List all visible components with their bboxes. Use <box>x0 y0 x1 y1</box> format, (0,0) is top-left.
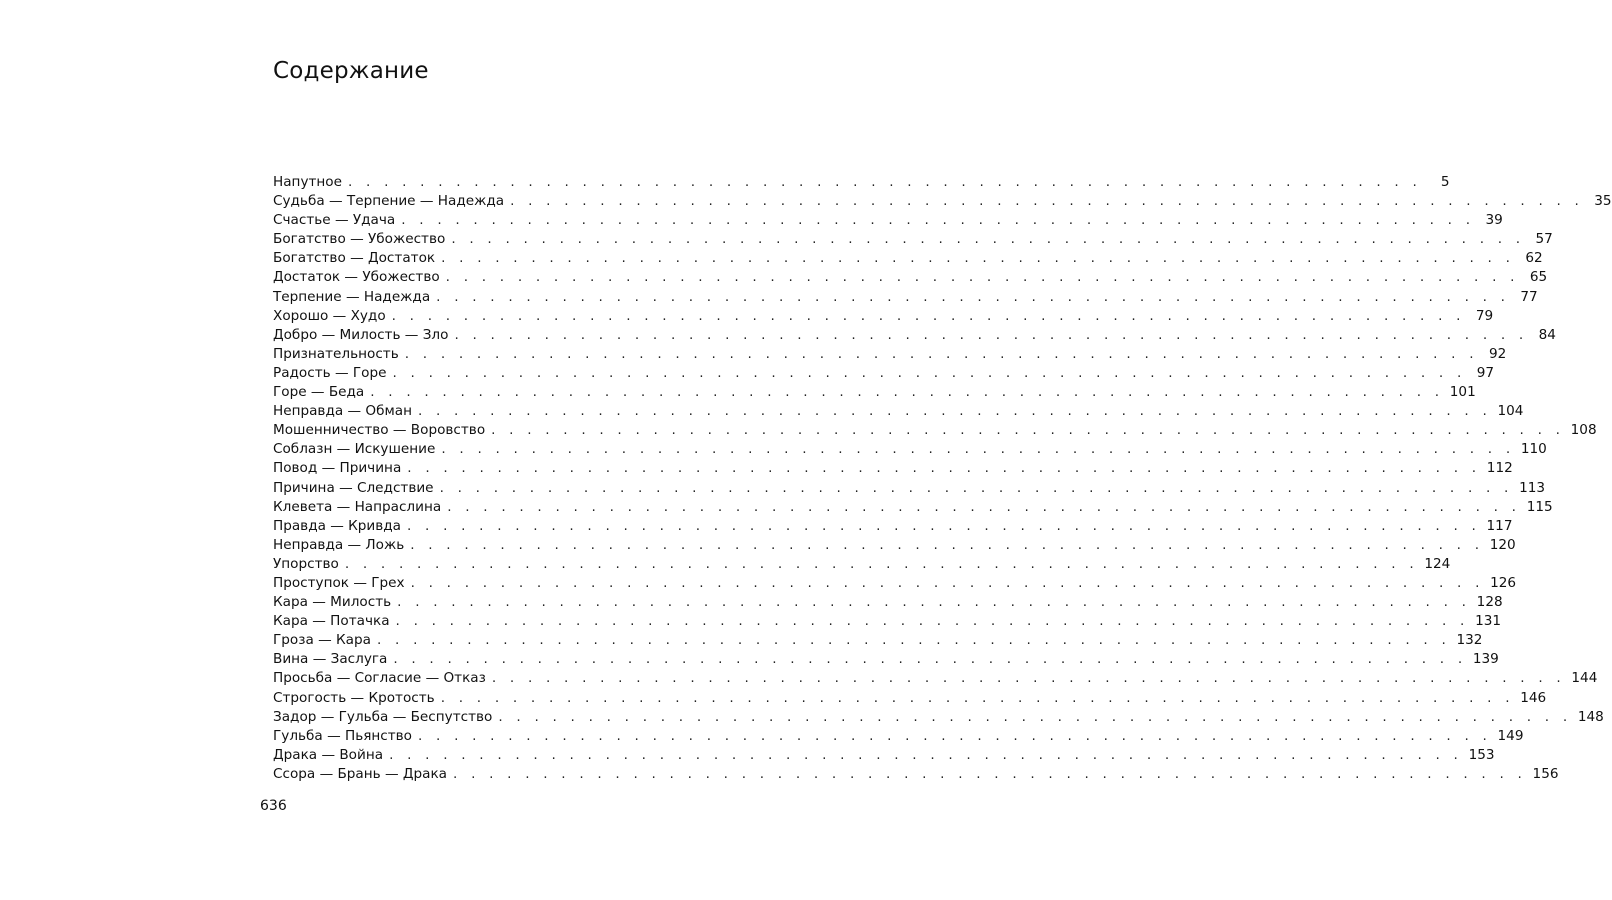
toc-entry <box>273 211 1503 230</box>
toc-entry-title: Богатство — Убожество <box>273 231 446 248</box>
toc-entry <box>273 421 1597 440</box>
toc-entry-page-number: 104 <box>1497 403 1524 420</box>
toc-entry-title: Гульба — Пьянство <box>273 727 413 744</box>
toc-entry-title: Просьба — Согласие — Отказ <box>273 670 486 687</box>
toc-entry <box>273 440 1547 459</box>
toc-entry-page-number: 139 <box>1472 651 1499 668</box>
toc-entry-page-number: 132 <box>1456 632 1483 649</box>
toc-entry <box>273 708 1604 727</box>
toc-entry-title: Горе — Беда <box>273 384 365 401</box>
dot-leader: . . . . . . . . . . . . . . . . . . . . . . . . . . . . . . . . . . . . . . . . . . . . . . . . . . . . . . . . . . . . <box>498 708 1572 725</box>
dot-leader: . . . . . . . . . . . . . . . . . . . . . . . . . . . . . . . . . . . . . . . . . . . . . . . . . . . . . . . . . . . . <box>344 555 1419 572</box>
dot-leader: . . . . . . . . . . . . . . . . . . . . . . . . . . . . . . . . . . . . . . . . . . . . . . . . . . . . . . . . . . . . <box>397 594 1471 611</box>
dot-leader: . . . . . . . . . . . . . . . . . . . . . . . . . . . . . . . . . . . . . . . . . . . . . . . . . . . . . . . . . . . . <box>401 212 1475 229</box>
dot-leader: . . . . . . . . . . . . . . . . . . . . . . . . . . . . . . . . . . . . . . . . . . . . . . . . . . . . . . . . . . . . <box>407 460 1481 477</box>
dot-leader: . . . . . . . . . . . . . . . . . . . . . . . . . . . . . . . . . . . . . . . . . . . . . . . . . . . . . . . . . . . . <box>410 536 1484 553</box>
dot-leader: . . . . . . . . . . . . . . . . . . . . . . . . . . . . . . . . . . . . . . . . . . . . . . . . . . . . . . . . . . . . <box>439 479 1514 496</box>
dot-leader: . . . . . . . . . . . . . . . . . . . . . . . . . . . . . . . . . . . . . . . . . . . . . . . . . . . . . . . . . . . . <box>391 307 1466 324</box>
dot-leader: . . . . . . . . . . . . . . . . . . . . . . . . . . . . . . . . . . . . . . . . . . . . . . . . . . . . . . . . . . . . <box>436 288 1510 305</box>
toc-entry-title: Судьба — Терпение — Надежда <box>273 193 505 210</box>
toc-entry-title: Причина — Следствие <box>273 479 434 496</box>
toc-entry-page-number: 128 <box>1476 594 1503 611</box>
toc-entry <box>273 650 1499 669</box>
dot-leader: . . . . . . . . . . . . . . . . . . . . . . . . . . . . . . . . . . . . . . . . . . . . . . . . . . . . . . . . . . . . <box>392 364 1466 381</box>
toc-entry-page-number: 120 <box>1489 536 1516 553</box>
page-title: Содержание <box>273 58 429 84</box>
toc-entry-page-number: 131 <box>1475 613 1502 630</box>
toc-entry-title: Соблазн — Искушение <box>273 441 436 458</box>
dot-leader: . . . . . . . . . . . . . . . . . . . . . . . . . . . . . . . . . . . . . . . . . . . . . . . . . . . . . . . . . . . . <box>393 651 1467 668</box>
toc-entry-page-number: 5 <box>1440 174 1450 190</box>
dot-leader: . . . . . . . . . . . . . . . . . . . . . . . . . . . . . . . . . . . . . . . . . . . . . . . . . . . . . . . . . . . . <box>447 498 1521 515</box>
toc-entry <box>273 517 1513 536</box>
dot-leader: . . . . . . . . . . . . . . . . . . . . . . . . . . . . . . . . . . . . . . . . . . . . . . . . . . . . . . . . . . . . <box>407 517 1481 534</box>
toc-entry <box>273 192 1612 211</box>
toc-entry-page-number: 84 <box>1538 326 1556 343</box>
dot-leader: . . . . . . . . . . . . . . . . . . . . . . . . . . . . . . . . . . . . . . . . . . . . . . . . . . . . . . . . . . . . <box>389 746 1463 763</box>
dot-leader: . . . . . . . . . . . . . . . . . . . . . . . . . . . . . . . . . . . . . . . . . . . . . . . . . . . . . . . . . . . . <box>417 403 1492 420</box>
page-number: 636 <box>260 798 287 814</box>
toc-entry <box>273 612 1502 631</box>
toc-entry <box>273 345 1507 364</box>
toc-entry <box>273 498 1553 517</box>
toc-entry-title: Ссора — Брань — Драка <box>273 765 448 782</box>
toc-entry-title: Радость — Горе <box>273 364 387 381</box>
toc-entry-title: Терпение — Надежда <box>273 288 431 305</box>
toc-entry-page-number: 126 <box>1490 574 1517 591</box>
toc-entry-page-number: 148 <box>1577 708 1604 725</box>
toc-entry <box>273 574 1517 593</box>
toc-entry-page-number: 112 <box>1486 460 1513 477</box>
dot-leader: . . . . . . . . . . . . . . . . . . . . . . . . . . . . . . . . . . . . . . . . . . . . . . . . . . . . . . . . . . . . <box>491 670 1566 687</box>
toc-entry-page-number: 108 <box>1570 422 1597 439</box>
toc-entry <box>273 307 1494 326</box>
toc-entry-page-number: 149 <box>1497 727 1524 744</box>
toc-entry <box>273 479 1546 498</box>
toc-entry-title: Хорошо — Худо <box>273 307 386 324</box>
dot-leader: . . . . . . . . . . . . . . . . . . . . . . . . . . . . . . . . . . . . . . . . . . . . . . . . . . . . . . . . . . . . <box>440 689 1515 706</box>
toc-entry <box>273 364 1494 383</box>
dot-leader: . . . . . . . . . . . . . . . . . . . . . . . . . . . . . . . . . . . . . . . . . . . . . . . . . . . . . . . . . . . . <box>491 422 1565 439</box>
toc-entry-title: Неправда — Ложь <box>273 536 405 553</box>
toc-entry-title: Клевета — Напраслина <box>273 498 442 515</box>
toc-entry-title: Драка — Война <box>273 746 384 763</box>
toc-entry-title: Строгость — Кротость <box>273 689 435 706</box>
toc-entry <box>273 230 1553 249</box>
toc-entry-page-number: 110 <box>1520 441 1547 458</box>
dot-leader: . . . . . . . . . . . . . . . . . . . . . . . . . . . . . . . . . . . . . . . . . . . . . . . . . . . . . . . . . . . . <box>395 613 1470 630</box>
dot-leader: . . . . . . . . . . . . . . . . . . . . . . . . . . . . . . . . . . . . . . . . . . . . . . . . . . . . . . . . . . . . <box>454 326 1528 343</box>
toc-entry-page-number: 101 <box>1449 384 1476 401</box>
dot-leader: . . . . . . . . . . . . . . . . . . . . . . . . . . . . . . . . . . . . . . . . . . . . . . . . . . . . . . . . . . . . <box>404 345 1479 362</box>
toc-entry-page-number: 62 <box>1525 250 1543 267</box>
dot-leader: . . . . . . . . . . . . . . . . . . . . . . . . . . . . . . . . . . . . . . . . . . . . . . . . . . . . . . . . . . . . <box>445 269 1520 286</box>
dot-leader: . . . . . . . . . . . . . . . . . . . . . . . . . . . . . . . . . . . . . . . . . . . . . . . . . . . . . . . . . . . . <box>453 765 1527 782</box>
toc-entry-title: Задор — Гульба — Беспутство <box>273 708 493 725</box>
dot-leader: . . . . . . . . . . . . . . . . . . . . . . . . . . . . . . . . . . . . . . . . . . . . . . . . . . . . . . . . . . . . <box>376 632 1451 649</box>
toc-entry <box>273 631 1483 650</box>
toc-entry-title: Кара — Милость <box>273 594 392 611</box>
toc-entry-page-number: 57 <box>1535 231 1553 248</box>
toc-entry-page-number: 124 <box>1424 555 1451 572</box>
toc-entry-page-number: 146 <box>1520 689 1547 706</box>
dot-leader: . . . . . . . . . . . . . . . . . . . . . . . . . . . . . . . . . . . . . . . . . . . . . . . . . . . . . . . . . . . . <box>451 231 1525 248</box>
toc-entry <box>273 746 1495 765</box>
toc-entry-title: Проступок — Грех <box>273 574 405 591</box>
toc-entry-title: Гроза — Кара <box>273 632 371 649</box>
toc-entry-title: Повод — Причина <box>273 460 402 477</box>
toc-entry-page-number: 144 <box>1571 670 1598 687</box>
toc-entry-title: Признательность <box>273 345 399 362</box>
toc-entry <box>273 555 1451 574</box>
toc-entry <box>273 288 1538 307</box>
toc-entry-page-number: 65 <box>1529 269 1548 286</box>
dot-leader: . . . . . . . . . . . . . . . . . . . . . . . . . . . . . . . . . . . . . . . . . . . . . . . . . . . . . . . . . . . . <box>441 441 1515 458</box>
table-of-contents <box>273 173 1612 784</box>
toc-entry <box>273 536 1516 555</box>
toc-entry-page-number: 97 <box>1476 364 1494 381</box>
toc-entry-page-number: 92 <box>1488 345 1507 362</box>
toc-entry-page-number: 113 <box>1519 479 1546 496</box>
toc-entry <box>273 727 1524 746</box>
toc-entry-page-number: 39 <box>1485 212 1503 229</box>
toc-entry <box>273 173 1450 192</box>
toc-entry-title: Достаток — Убожество <box>273 269 440 286</box>
toc-entry-page-number: 35 <box>1594 193 1612 210</box>
dot-leader: . . . . . . . . . . . . . . . . . . . . . . . . . . . . . . . . . . . . . . . . . . . . . . . . . . . . . . . . . . . . <box>418 727 1492 744</box>
toc-entry-title: Кара — Потачка <box>273 613 390 630</box>
toc-entry-title: Богатство — Достаток <box>273 250 436 267</box>
toc-entry-title: Вина — Заслуга <box>273 651 388 668</box>
toc-entry-title: Неправда — Обман <box>273 403 412 420</box>
toc-entry-title: Напутное <box>273 174 342 190</box>
dot-leader: . . . . . . . . . . . . . . . . . . . . . . . . . . . . . . . . . . . . . . . . . . . . . . . . . . . . . . . . . . . . <box>347 174 1422 190</box>
toc-entry <box>273 383 1476 402</box>
toc-entry <box>273 459 1513 478</box>
dot-leader: . . . . . . . . . . . . . . . . . . . . . . . . . . . . . . . . . . . . . . . . . . . . . . . . . . . . . . . . . . . . <box>510 193 1584 210</box>
toc-entry-page-number: 153 <box>1468 746 1495 763</box>
dot-leader: . . . . . . . . . . . . . . . . . . . . . . . . . . . . . . . . . . . . . . . . . . . . . . . . . . . . . . . . . . . . <box>370 384 1444 401</box>
toc-entry <box>273 593 1503 612</box>
dot-leader: . . . . . . . . . . . . . . . . . . . . . . . . . . . . . . . . . . . . . . . . . . . . . . . . . . . . . . . . . . . . <box>410 574 1485 591</box>
toc-entry-page-number: 79 <box>1475 307 1494 324</box>
toc-entry <box>273 669 1598 688</box>
toc-entry <box>273 249 1543 268</box>
toc-entry-title: Мошенничество — Воровство <box>273 422 486 439</box>
toc-entry <box>273 765 1559 784</box>
toc-entry-page-number: 156 <box>1532 765 1559 782</box>
toc-entry-page-number: 115 <box>1526 498 1553 515</box>
toc-entry-page-number: 117 <box>1486 517 1513 534</box>
toc-entry-page-number: 77 <box>1520 288 1538 305</box>
toc-entry <box>273 689 1547 708</box>
toc-entry-title: Упорство <box>273 555 339 572</box>
toc-entry-title: Счастье — Удача <box>273 212 396 229</box>
toc-entry <box>273 402 1524 421</box>
dot-leader: . . . . . . . . . . . . . . . . . . . . . . . . . . . . . . . . . . . . . . . . . . . . . . . . . . . . . . . . . . . . <box>441 250 1515 267</box>
toc-entry-title: Правда — Кривда <box>273 517 402 534</box>
toc-entry <box>273 268 1548 287</box>
toc-entry <box>273 326 1556 345</box>
toc-entry-title: Добро — Милость — Зло <box>273 326 449 343</box>
